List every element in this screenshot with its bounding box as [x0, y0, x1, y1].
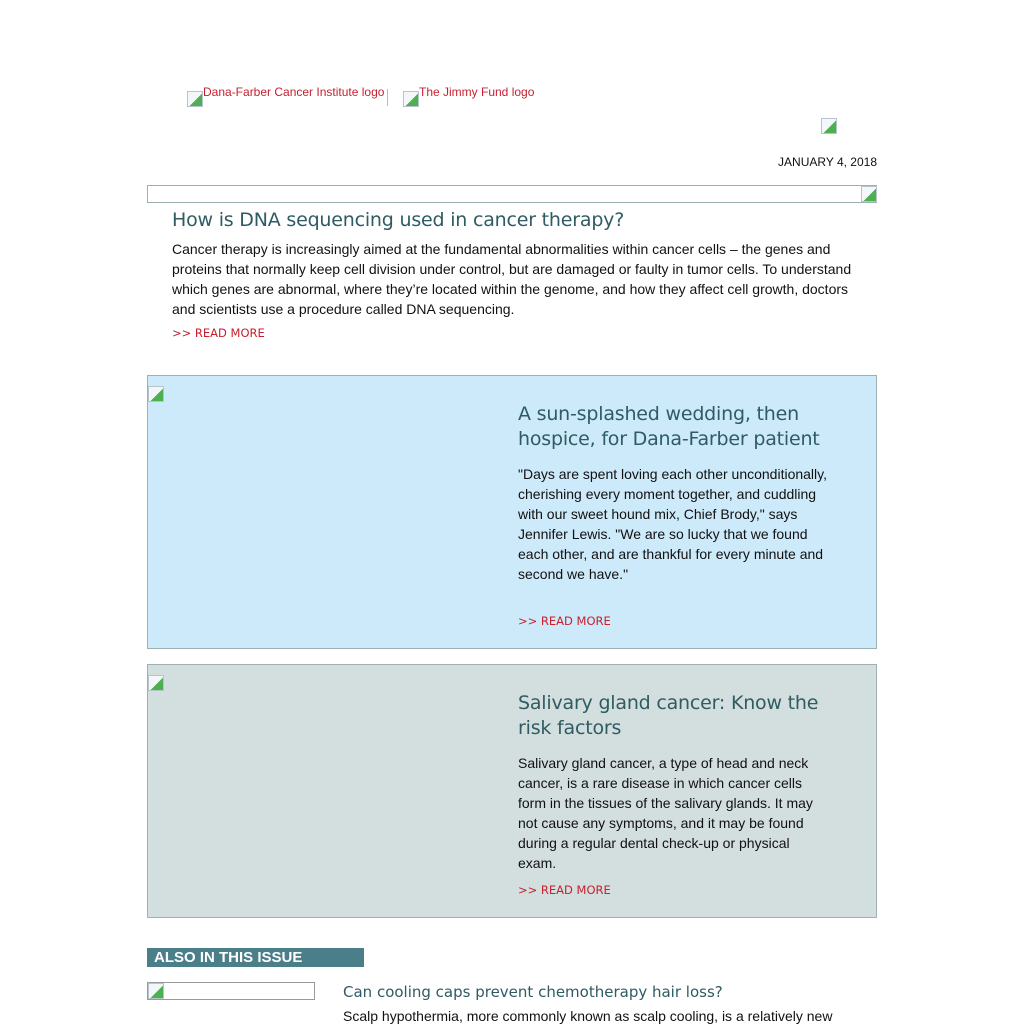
story-image-icon: [148, 386, 164, 402]
feature-banner-image: [147, 185, 877, 203]
header-image-icon: [821, 118, 837, 134]
also-item-body: Scalp hypothermia, more commonly known as scalp cooling, is a relatively new: [343, 1008, 833, 1024]
broken-image-icon: [148, 983, 164, 999]
dfci-logo-link[interactable]: Dana-Farber Cancer Institute logo: [203, 85, 385, 99]
story-read-more-link[interactable]: >> READ MORE: [518, 614, 611, 628]
story-card-wedding: [147, 375, 877, 649]
story-title[interactable]: A sun-splashed wedding, then hospice, for Dana-Farber patient: [518, 403, 820, 450]
jimmy-fund-logo-link[interactable]: The Jimmy Fund logo: [419, 85, 535, 99]
broken-image-icon: [403, 91, 419, 107]
story-card-salivary: [147, 664, 877, 918]
broken-image-icon: [861, 186, 877, 202]
feature-body: Cancer therapy is increasingly aimed at the fundamental abnormalities within cancer cells – the genes and proteins that normally keep cell division under control, but are damaged or faulty in tumor cells. To understand which genes are abnormal, where they’re located within the genome, and how they affect cell growth, doctors and scientists use a procedure called DNA sequencing.: [172, 241, 852, 317]
jimmy-fund-logo[interactable]: [403, 83, 534, 107]
story-title[interactable]: Salivary gland cancer: Know the risk factors: [518, 692, 819, 739]
feature-article: [172, 208, 852, 340]
dfci-logo[interactable]: [187, 83, 384, 107]
feature-read-more-link[interactable]: >> READ MORE: [172, 326, 265, 340]
story-body: Salivary gland cancer, a type of head and neck cancer, is a rare disease in which cancer cells form in the tissues of the salivary glands. It may not cause any symptoms, and it may be found during a regular dental check-up or physical exam.: [518, 755, 813, 871]
broken-image-icon: [187, 91, 203, 107]
story-body: "Days are spent loving each other unconditionally, cherishing every moment together, and cuddling with our sweet hound mix, Chief Brody," says Jennifer Lewis. "We are so lucky that we found each other, and are thankful for every minute and second we have.": [518, 466, 828, 582]
feature-title[interactable]: How is DNA sequencing used in cancer therapy?: [172, 209, 625, 231]
also-in-this-issue-heading: ALSO IN THIS ISSUE: [147, 948, 364, 967]
also-item-image[interactable]: [147, 982, 315, 1000]
logo-divider: [387, 89, 388, 106]
also-item-title[interactable]: Can cooling caps prevent chemotherapy hair loss?: [343, 983, 723, 1001]
story-image-icon: [148, 675, 164, 691]
story-read-more-link[interactable]: >> READ MORE: [518, 883, 611, 897]
also-item: [343, 982, 853, 1026]
issue-date: JANUARY 4, 2018: [778, 155, 877, 169]
